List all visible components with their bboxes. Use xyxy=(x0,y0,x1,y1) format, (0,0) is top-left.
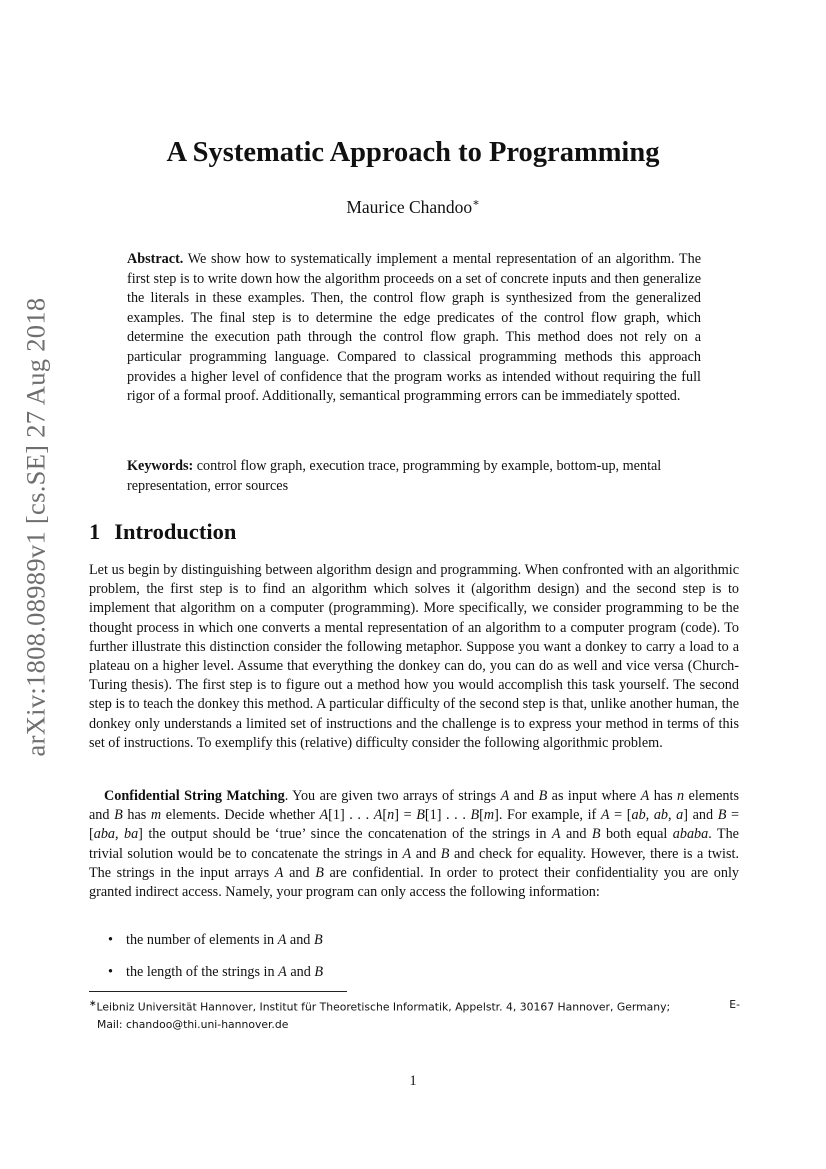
math-symbol: ab, ab, a xyxy=(631,807,684,824)
text-run: elements and xyxy=(89,788,739,824)
math-symbol: B xyxy=(717,807,727,824)
keywords xyxy=(127,457,701,496)
text-run: ] the output should be ‘true’ since the concatenation of the strings in xyxy=(138,826,552,843)
author-footnote-mark: ∗ xyxy=(472,197,480,209)
problem-text xyxy=(89,788,739,900)
text-run: = [ xyxy=(609,807,632,824)
section-title: Introduction xyxy=(114,519,237,544)
math-symbol: B xyxy=(416,807,425,824)
bullet-icon: • xyxy=(108,964,113,980)
math-symbol: ababa xyxy=(672,826,709,843)
list-item-text: the length of the strings in A and B xyxy=(126,964,324,980)
keywords-label: Keywords: xyxy=(127,458,194,474)
math-symbol: m xyxy=(150,807,162,824)
text-run: [1] . . . xyxy=(328,807,374,824)
math-symbol: aba, ba xyxy=(93,826,139,843)
footnote-rule xyxy=(89,991,347,992)
text-run: elements. Decide whether xyxy=(161,807,320,824)
math-symbol: A xyxy=(551,826,561,843)
bullet-icon: • xyxy=(108,932,113,948)
text-run: as input where xyxy=(547,788,641,804)
section-heading xyxy=(89,519,250,545)
text-run: [ xyxy=(382,807,388,824)
keywords-text: control flow graph, execution trace, programming by example, bottom-up, mental representation, error sources xyxy=(127,458,662,494)
text-run: ]. For example, if xyxy=(494,807,601,824)
text-run: and check for equality. However, there is a twist. The strings in the input arrays xyxy=(89,845,739,881)
math-symbol: B xyxy=(440,845,450,862)
text-run: and xyxy=(411,845,441,862)
abstract-label: Abstract. xyxy=(127,251,184,267)
author-name: Maurice Chandoo xyxy=(346,196,473,217)
math-symbol: A xyxy=(402,845,412,862)
arxiv-identifier: arXiv:1808.08989v1 [cs.SE] 27 Aug 2018 xyxy=(20,297,51,757)
section-number: 1 xyxy=(89,519,101,544)
text-run: . The trivial solution would be to concatenate the strings in xyxy=(89,826,739,862)
math-symbol: A xyxy=(373,807,383,824)
math-symbol: B xyxy=(315,864,324,881)
page-number: 1 xyxy=(409,1073,417,1089)
text-run: ] = xyxy=(394,807,417,824)
text-run: and xyxy=(283,864,316,881)
footnote xyxy=(89,996,740,1033)
footnote-line1 xyxy=(89,996,740,1016)
math-symbol: B xyxy=(114,807,123,824)
problem-paragraph xyxy=(89,787,739,902)
paper-title: A Systematic Approach to Programming xyxy=(166,137,660,168)
math-symbol: A xyxy=(319,807,329,824)
text-run: and xyxy=(560,826,592,843)
list-item-text: the number of elements in A and B xyxy=(126,932,323,948)
math-symbol: A xyxy=(640,788,650,804)
text-run: has xyxy=(649,788,678,804)
text-run: both equal xyxy=(600,826,673,843)
abstract-text: We show how to systematically implement a mental representation of an algorithm. The first step is to write down how the algorithm proceeds on a set of concrete inputs and then generalize the literals in these examples. Then, the control flow graph is synthesized from the generalized examples. The final step is to determine the edge predicates of the control flow graph, which determine the execution path through the control flow graph. This method does not rely on a particular programming language. Compared to classical programming methods this approach provides a higher level of confidence that the program works as intended without requiring the full rigor of a formal proof. Additionally, semantical programming errors can be immediately spotted. xyxy=(127,251,701,405)
footnote-email: Mail: chandoo@thi.uni-hannover.de xyxy=(97,1017,289,1031)
math-symbol: A xyxy=(600,807,610,824)
abstract xyxy=(127,250,701,407)
author-line xyxy=(0,196,826,218)
math-symbol: n xyxy=(387,807,395,824)
math-symbol: B xyxy=(470,807,480,824)
math-symbol: A xyxy=(274,864,284,881)
intro-paragraph: Let us begin by distinguishing between algorithm design and programming. When confronted with an algorithmic problem, the first step is to find an algorithm which solves it (algorithm design) and the second step is to implement that algorithm on a computer (programming). More specifically, we consider programming to be the thought process in which one converts a mental representation of an algorithm to a computer program (code). To further illustrate this distinction consider the following metaphor. Suppose you want a donkey to carry a load to a plateau on a higher level. Assume that everything the donkey can do, you can do as well and vice versa (Church-Turing thesis). The first step is to figure out a method how you would accomplish this task yourself. The second step is to teach the donkey this method. A particular difficulty of the second step is that, unlike another human, the donkey only understands a limited set of instructions and the challenge is to express your method in terms of this set of instructions. To exemplify this (relative) difficulty consider the following algorithmic problem. xyxy=(89,562,739,751)
text-run: . You are given two arrays of strings xyxy=(284,788,501,804)
math-symbol: B xyxy=(538,788,548,804)
text-run: [ xyxy=(479,807,484,824)
footnote-mark: ∗ xyxy=(89,999,97,1009)
arxiv-sidebar xyxy=(14,297,58,757)
access-list xyxy=(108,932,323,996)
problem-label: Confidential String Matching xyxy=(104,788,285,804)
math-symbol: m xyxy=(483,807,495,824)
text-run: [1] . . . xyxy=(424,807,471,824)
math-symbol: B xyxy=(591,826,601,843)
text-run: ] and xyxy=(683,807,718,824)
list-item xyxy=(108,932,323,964)
text-run: = [ xyxy=(89,807,740,843)
text-run: and xyxy=(509,788,539,804)
math-symbol: n xyxy=(677,788,685,804)
footnote-line-end: E- xyxy=(729,998,740,1011)
text-run: has xyxy=(122,807,151,824)
text-run: are confidential. In order to protect their confidentiality you are only granted indirect access. Namely, your program can only access the following information: xyxy=(89,864,739,901)
math-symbol: A xyxy=(500,788,510,804)
footnote-affiliation: Leibniz Universität Hannover, Institut für Theoretische Informatik, Appelstr. 4, 30167 Hannover, Germany; xyxy=(96,1000,671,1014)
